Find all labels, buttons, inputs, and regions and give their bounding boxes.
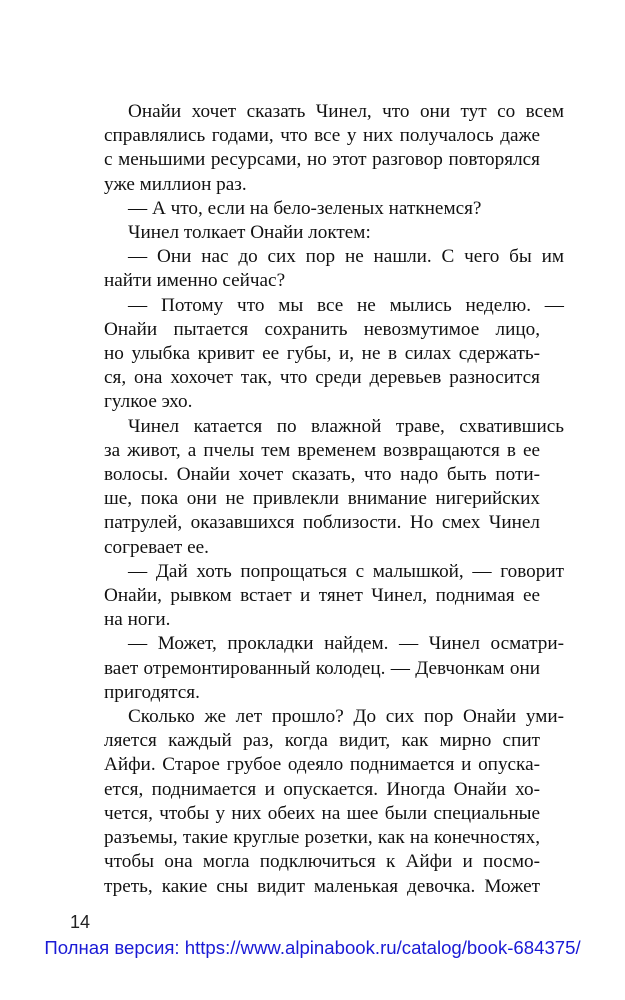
- text-line: справлялись годами, что все у них получалось даже: [104, 125, 540, 147]
- text-line: Онайи, рывком встает и тянет Чинел, поднимая ее: [104, 585, 540, 607]
- paragraph: [104, 100, 564, 197]
- text-line: — Они нас до сих пор не нашли. С чего бы им: [128, 246, 564, 268]
- paragraph: [104, 294, 564, 415]
- text-line: но улыбка кривит ее губы, и, не в силах сдержать-: [104, 343, 540, 365]
- text-line: чется, чтобы у них обеих на шее были специальные: [104, 802, 540, 824]
- paragraph: [104, 632, 564, 705]
- text-line: волосы. Онайи хочет сказать, что надо быть поти-: [104, 464, 540, 486]
- text-line: уже миллион раз.: [104, 173, 247, 195]
- text-line: ся, она хохочет так, что среди деревьев разносится: [104, 367, 540, 389]
- text-line: — Дай хоть попрощаться с малышкой, — говорит: [128, 560, 564, 582]
- paragraph: [104, 221, 540, 245]
- full-version-link[interactable]: Полная версия: https://www.alpinabook.ru/catalog/book-684375/: [44, 937, 581, 958]
- text-line: треть, какие сны видит маленькая девочка. Может: [104, 875, 540, 897]
- text-line: пригодятся.: [104, 681, 200, 703]
- text-line: согревает ее.: [104, 536, 209, 558]
- text-line: разъемы, такие круглые розетки, как на конечностях,: [104, 827, 540, 849]
- paragraph: [104, 705, 564, 899]
- text-line: за живот, а пчелы тем временем возвращаются в ее: [104, 439, 540, 461]
- text-line: ше, пока они не привлекли внимание нигерийских: [104, 488, 540, 510]
- text-line: Чинел толкает Онайи локтем:: [128, 222, 371, 244]
- text-line: — А что, если на бело-зеленых наткнемся?: [128, 197, 482, 219]
- text-line: с меньшими ресурсами, но этот разговор повторялся: [104, 149, 540, 171]
- text-line: ется, поднимается и опускается. Иногда Онайи хо-: [104, 778, 540, 800]
- text-line: — Может, прокладки найдем. — Чинел осматри-: [128, 633, 564, 655]
- page-text-block: [104, 100, 564, 899]
- text-line: на ноги.: [104, 609, 171, 631]
- text-line: патрулей, оказавшихся поблизости. Но смех Чинел: [104, 512, 540, 534]
- text-line: Онайи хочет сказать Чинел, что они тут со всем: [128, 101, 564, 122]
- page-number: 14: [70, 912, 91, 932]
- text-line: чтобы она могла подключиться к Айфи и посмо-: [104, 851, 540, 873]
- text-line: Чинел катается по влажной траве, схватившись: [128, 415, 564, 437]
- paragraph: [104, 415, 564, 560]
- text-line: Айфи. Старое грубое одеяло поднимается и опуска-: [104, 754, 540, 776]
- text-line: Онайи пытается сохранить невозмутимое лицо,: [104, 318, 540, 340]
- text-line: гулкое эхо.: [104, 391, 193, 413]
- text-line: ляется каждый раз, когда видит, как мирно спит: [104, 730, 540, 752]
- paragraph: [104, 197, 540, 221]
- text-line: вает отремонтированный колодец. — Девчонкам они: [104, 657, 540, 679]
- paragraph: [104, 560, 564, 633]
- text-line: найти именно сейчас?: [104, 270, 286, 292]
- text-line: Сколько же лет прошло? До сих пор Онайи уми-: [128, 706, 564, 728]
- paragraph: [104, 245, 564, 293]
- text-line: — Потому что мы все не мылись неделю. —: [128, 294, 564, 316]
